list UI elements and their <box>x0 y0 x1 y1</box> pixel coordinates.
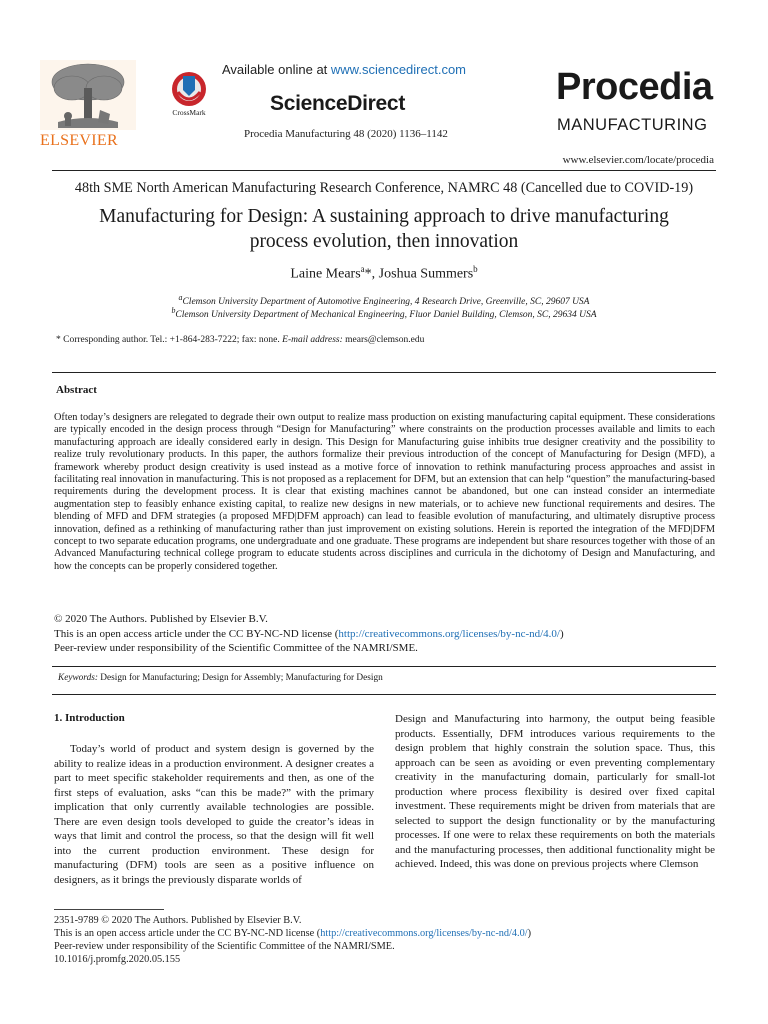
affil-a-mark: a <box>178 293 183 302</box>
corresp-email[interactable]: mears@clemson.edu <box>342 335 425 345</box>
corresp-prefix: * Corresponding author. Tel.: +1-864-283-7222; fax: none. <box>56 335 283 345</box>
footer-peer-review: Peer-review under responsibility of the Scientific Committee of the NAMRI/SME. <box>54 941 395 952</box>
journal-citation: Procedia Manufacturing 48 (2020) 1136–1142 <box>244 128 448 140</box>
footnote-rule <box>54 909 164 910</box>
conference-name: 48th SME North American Manufacturing Research Conference, NAMRC 48 (Cancelled due to COVID-19) <box>74 180 694 196</box>
copyright-block <box>54 612 564 656</box>
keywords-label: Keywords: <box>58 673 98 683</box>
journal-name: Procedia <box>556 66 713 108</box>
header-rule <box>52 170 716 171</box>
license-suffix: ) <box>560 627 564 640</box>
sciencedirect-brand: ScienceDirect <box>270 92 406 115</box>
author-2: , Joshua Summers <box>371 266 474 282</box>
keywords <box>58 673 383 683</box>
license-prefix: This is an open access article under the CC BY-NC-ND license ( <box>54 627 339 640</box>
email-label: E-mail address: <box>282 335 343 345</box>
peer-review-line: Peer-review under responsibility of the Scientific Committee of the NAMRI/SME. <box>54 642 418 654</box>
license-link[interactable]: http://creativecommons.org/licenses/by-nc-nd/4.0/ <box>338 627 560 640</box>
affil-b-text: Clemson University Department of Mechanical Engineering, Fluor Daniel Building, Clemson, SC, 29634 USA <box>175 310 597 321</box>
available-online <box>222 62 466 77</box>
author-1-star: * <box>364 266 372 282</box>
journal-homepage[interactable]: www.elsevier.com/locate/procedia <box>562 154 714 166</box>
title-line-1: Manufacturing for Design: A sustaining approach to drive manufacturing <box>99 206 669 227</box>
footer-license-suffix: ) <box>527 928 532 939</box>
author-2-affil: b <box>473 264 478 274</box>
abstract-text: Often today’s designers are relegated to degrade their own output to realize mass production on existing manufacturing capital equipment. These considerations are typically encoded in the design process through “Design for Manufacturing” where constraints on the production processes available and limits to each manufacturing approach are ideally considered early in design. This Design for Manufacturing guise inhibits true designer creativity and the possibility to realize truly revolutionary products. In this paper, the authors formalize their previous introduction of the concept of Manufacturing for Design (MFD), a framework whereby product design creativity is used instead as a motive force of innovation to rethink manufacturing process approaches and assist in facilitating real innovation in manufacturing. This is not proposed as a replacement for DFM, but an extension that can help “question” the manufacturing-based requirements during the development process. It is clear that existing machines cannot be abandoned, but one can instead consider an intermediate augmentation step to feasibly enhance existing capital, to realize new designs in new materials, or to achieve new functional requirements and desires. The blending of MFD and DFM strategies (a proposed MFD|DFM approach) can lead to feasible evolution of manufacturing, and ultimately disruptive process innovation, defined as a rethinking of manufacturing rather than just improvement on existing solutions. Herein is reported the integration of the MFD|DFM concept to two separate education programs, one undergraduate and one graduate. These programs are independent but share resources together with those of an Advanced Manufacturing technical college program to educate students across disciplines and curricula in the dichotomy of Design and Manufacturing, and how the concepts can be properly considered together. <box>54 412 715 572</box>
keywords-list: Design for Manufacturing; Design for Assembly; Manufacturing for Design <box>97 673 383 683</box>
copyright-line: © 2020 The Authors. Published by Elsevier B.V. <box>54 613 268 625</box>
paper-title <box>40 204 728 254</box>
affiliation-b <box>40 306 728 320</box>
authors <box>40 264 728 283</box>
license-line <box>54 627 564 642</box>
footer-license-prefix: This is an open access article under the CC BY-NC-ND license ( <box>54 928 321 939</box>
available-prefix: Available online at <box>222 62 331 77</box>
keywords-top-rule <box>52 666 716 667</box>
issn-line: 2351-9789 © 2020 The Authors. Published by Elsevier B.V. <box>54 915 302 926</box>
journal-subtitle: MANUFACTURING <box>557 116 708 134</box>
intro-left-column: Today’s world of product and system design is governed by the ability to realize ideas in a production environment. A designer creates a part to meet specific stakeholder requirements and then, as one of the first steps of evaluation, asks “can this be made?” with the primary implication that only currently available technologies are possible. There are even design tools developed to guide the creator’s ideas in ways that limit and control the process, so that the design will fit well into the current production environment. These design for manufacturing (DFM) tools are seen as a positive influence on designers, as it brings the previously disparate worlds of <box>54 743 374 886</box>
crossmark-badge[interactable] <box>164 70 214 118</box>
title-line-2: process evolution, then innovation <box>249 231 519 252</box>
sciencedirect-link[interactable]: www.sciencedirect.com <box>330 62 467 77</box>
elsevier-logo <box>38 58 138 154</box>
abstract-heading: Abstract <box>56 384 97 396</box>
publisher-name: ELSEVIER <box>40 132 118 149</box>
doi[interactable]: 10.1016/j.promfg.2020.05.155 <box>54 954 181 965</box>
affil-b-mark: b <box>171 306 176 315</box>
intro-right-column: Design and Manufacturing into harmony, the output being feasible products. Essentially, DFM introduces various requirements to the design problem that highly constrain the solution space. Thus, this approach can be seen as avoiding or even preventing complementary creativity in the manufacturing domain, particularly for small-lot production where process flexibility is desired over fixed capital investment. These requirements might be driven from materials that are selected to support the design functionality or by the manufacturing processes. If one were to relax these requirements on both the materials and the manufacturing processes, then additional functionality might be achieved. Indeed, this was done on previous projects where Clemson <box>395 713 715 871</box>
footer-license <box>54 927 531 940</box>
author-1-affil: a <box>360 264 365 274</box>
corresponding-author <box>56 335 424 345</box>
footer-license-link[interactable]: http://creativecommons.org/licenses/by-nc-nd/4.0/ <box>320 928 528 939</box>
crossmark-label: CrossMark <box>172 108 206 117</box>
affil-a-text: Clemson University Department of Automotive Engineering, 4 Research Drive, Greenville, SC, 29607 USA <box>182 297 590 308</box>
keywords-bottom-rule <box>52 694 716 695</box>
section-heading: 1. Introduction <box>54 712 125 724</box>
crossmark-icon <box>164 70 214 110</box>
abstract-top-rule <box>52 372 716 373</box>
author-1: Laine Mears <box>290 266 361 282</box>
footer <box>54 914 531 966</box>
